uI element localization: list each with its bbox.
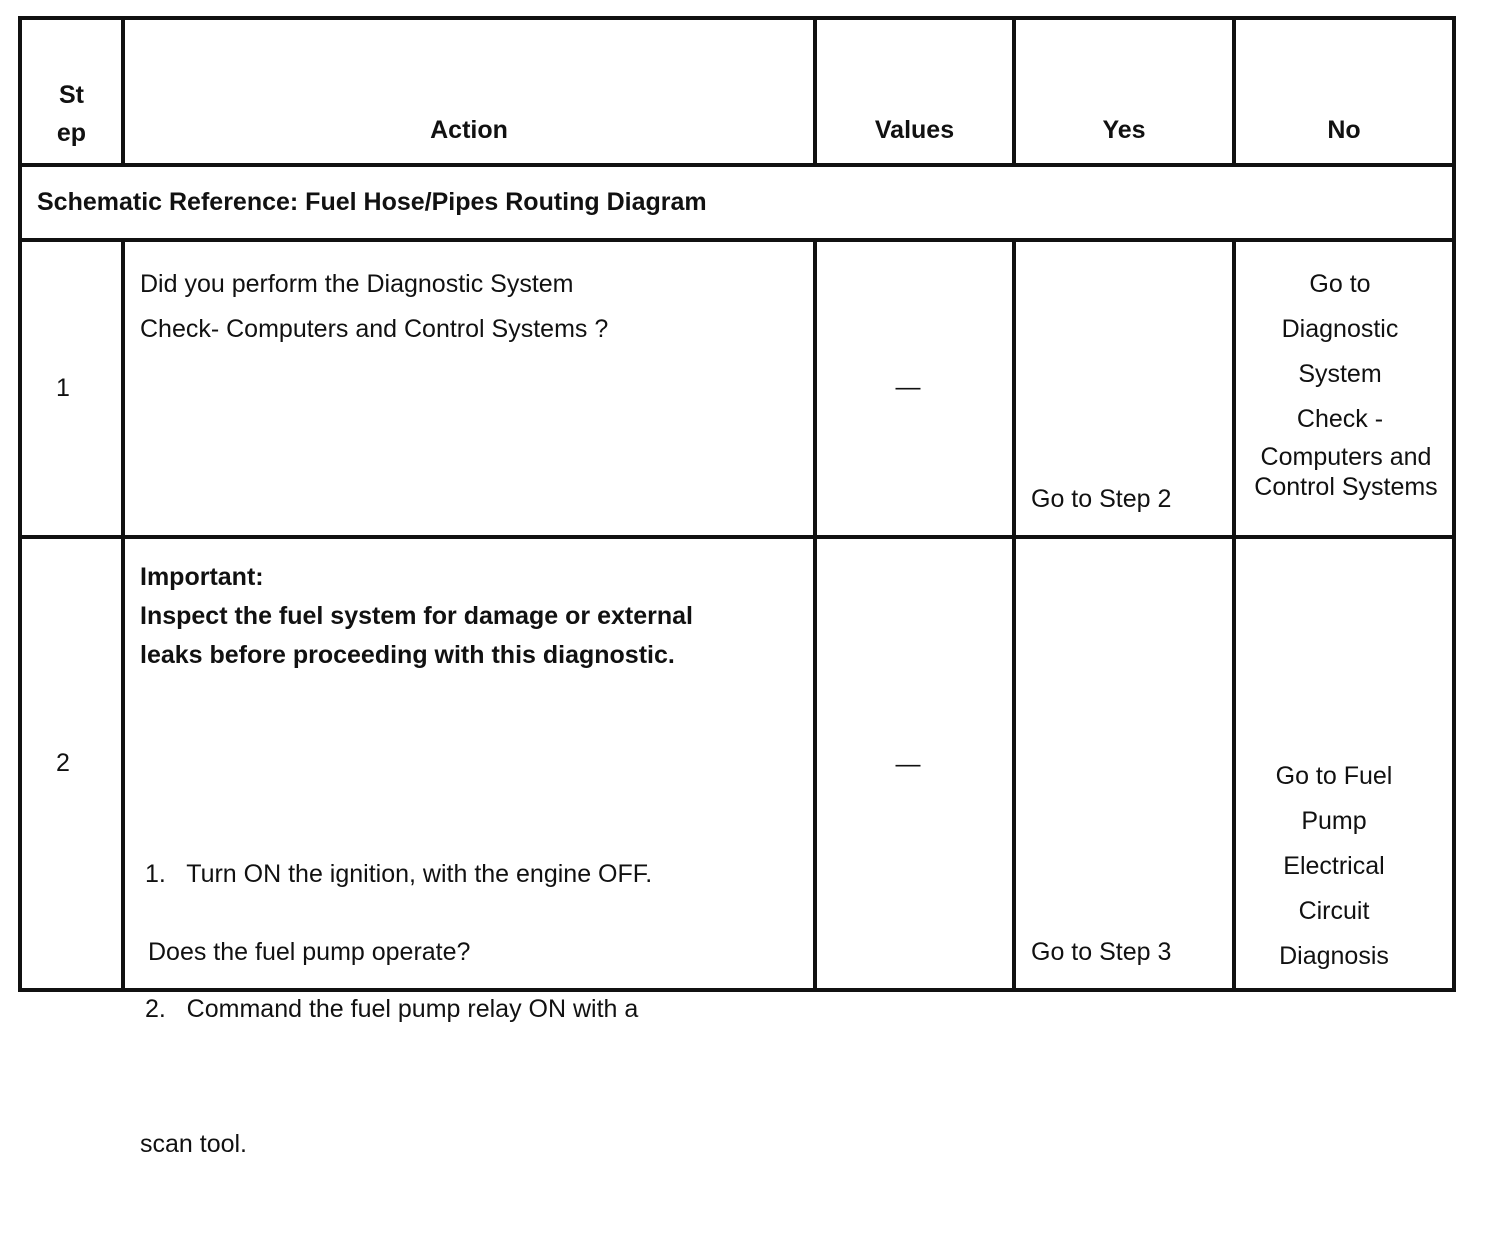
row1-no-line3: System [1298,360,1382,388]
table-left-border [18,16,22,992]
instruction-2-continuation: scan tool. [140,1130,248,1158]
row1-no-line2: Diagnostic [1281,315,1399,343]
row1-value: — [895,373,921,401]
row1-no-line1: Go to [1309,270,1371,298]
important-label: Important: [140,563,264,591]
row2-no [1236,754,1432,979]
header-action: Action [430,116,508,144]
row2-no-line3: Electrical [1283,852,1385,880]
table-right-border-schematic [1452,163,1456,242]
row1-action-line2: Check- Computers and Control Systems ? [140,315,609,343]
table-right-border [1452,238,1456,992]
important-line1: Inspect the fuel system for damage or external [140,602,693,630]
values-column-divider [1012,238,1016,992]
row1-no-line6: Control Systems [1254,473,1438,501]
row1-no-line4: Check - [1296,405,1384,433]
row2-no-line2: Pump [1301,807,1367,835]
header-step-line1: St [59,81,84,109]
header-bottom-border [18,163,1456,167]
schematic-reference: Schematic Reference: Fuel Hose/Pipes Routing Diagram [37,188,707,216]
instruction-1: 1. Turn ON the ignition, with the engine OFF. [145,860,653,888]
row2-no-line1: Go to Fuel [1275,762,1393,790]
row2-step: 2 [56,749,70,777]
row2-important [140,558,805,675]
schematic-bottom-border [18,238,1456,242]
row1-step: 1 [56,374,70,402]
header-step-line2: ep [56,119,87,147]
row1-no-line5: Computers and [1260,443,1432,471]
header-step [22,76,121,152]
header-values: Values [874,116,955,144]
row1-action-line1: Did you perform the Diagnostic System [140,270,574,298]
row2-value: — [895,750,921,778]
header-no: No [1327,116,1361,144]
row1-action [140,262,800,352]
row2-no-line4: Circuit [1298,897,1370,925]
row1-yes: Go to Step 2 [1031,485,1172,513]
header-yes: Yes [1102,116,1146,144]
table-top-border [18,16,1456,20]
row2-no-line5: Diagnosis [1279,942,1389,970]
row1-no [1236,262,1444,502]
row2-yes: Go to Step 3 [1031,938,1172,966]
table-right-border-header [1452,16,1456,167]
row2-question: Does the fuel pump operate? [148,938,471,966]
action-column-divider [813,238,817,992]
row1-bottom-border [18,535,1456,539]
important-line2: leaks before proceeding with this diagnostic. [140,641,675,669]
step-column-divider [121,238,125,992]
instruction-2: 2. Command the fuel pump relay ON with a [145,995,639,1023]
